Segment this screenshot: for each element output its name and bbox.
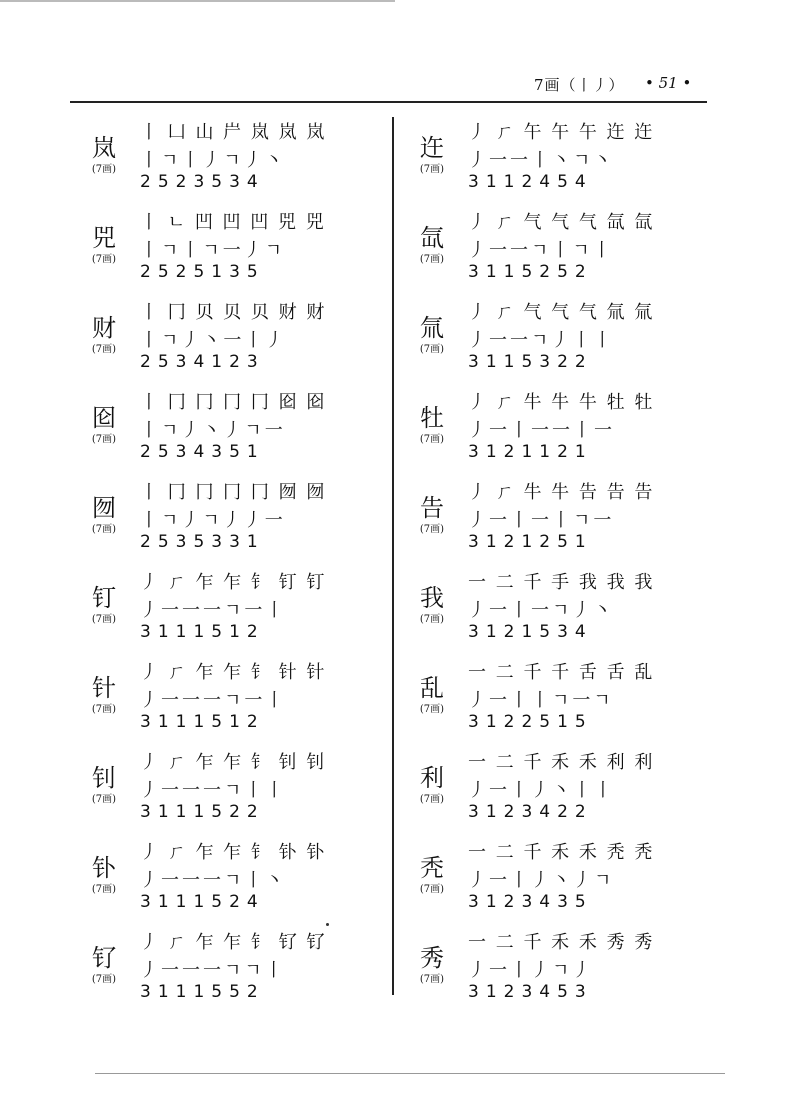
stroke-shapes: 丨ㄱ丨丿ㄱ丿丶 [140, 150, 286, 171]
stroke-codes: 3122515 [468, 712, 593, 732]
stroke-count-label: (7画) [419, 794, 445, 805]
stroke-count-label: (7画) [91, 524, 117, 535]
stroke-count-label: (7画) [91, 434, 117, 445]
dictionary-entry [80, 382, 400, 472]
stroke-codes: 3112454 [468, 172, 593, 192]
stroke-codes: 2525135 [140, 262, 265, 282]
stroke-count-label: (7画) [419, 704, 445, 715]
headword-character: 钊 [92, 764, 116, 792]
stroke-count-label: (7画) [91, 884, 117, 895]
stroke-count-label: (7画) [91, 614, 117, 625]
stroke-shapes: 丿一丨一ㄱ丿丶 [468, 600, 615, 621]
headword-character: 我 [420, 584, 444, 612]
stroke-codes: 3121251 [468, 532, 593, 552]
dictionary-entry [80, 922, 400, 1012]
column-divider [392, 117, 394, 995]
top-edge-rule [0, 0, 395, 2]
headword-block [408, 494, 456, 536]
right-column [408, 112, 728, 1012]
stroke-order-glyphs: 一 二 千 禾 禾 利 利 [468, 752, 655, 773]
headword-character: 秃 [420, 854, 444, 882]
headword-character: 乱 [420, 674, 444, 702]
stroke-order-glyphs: 丿 ㄏ 乍 乍 钅 针 针 [140, 662, 327, 683]
stroke-order-glyphs: 丨 ㄴ 凹 凹 凹 兕 兕 [140, 212, 326, 233]
dictionary-entry [408, 382, 728, 472]
stroke-order-glyphs: 丨 冂 贝 贝 贝 财 财 [140, 302, 327, 323]
stroke-count-label: (7画) [419, 614, 445, 625]
stroke-count-label: (7画) [419, 884, 445, 895]
headword-character: 岚 [92, 134, 116, 162]
headword-character: 利 [420, 764, 444, 792]
stroke-shapes: 丿一丨一丨ㄱ一 [468, 510, 615, 531]
stroke-shapes: 丨ㄱ丿丶一丨丿 [140, 330, 287, 351]
dictionary-entry [80, 112, 400, 202]
dictionary-entry [408, 292, 728, 382]
stroke-shapes: 丿一一一ㄱ丨丨 [140, 780, 287, 801]
headword-character: 氚 [420, 314, 444, 342]
headword-block [80, 584, 128, 626]
stroke-count-label: (7画) [91, 344, 117, 355]
stroke-codes: 3121534 [468, 622, 593, 642]
headword-block [408, 764, 456, 806]
dictionary-entry [408, 562, 728, 652]
headword-block [408, 854, 456, 896]
headword-block [80, 314, 128, 356]
headword-block [80, 494, 128, 536]
headword-block [80, 404, 128, 446]
headword-character: 财 [92, 314, 116, 342]
headword-block [80, 224, 128, 266]
stroke-codes: 3111552 [140, 982, 265, 1002]
stroke-codes: 3123435 [468, 892, 593, 912]
stroke-shapes: 丿一丨丿ㄱ丿 [468, 960, 594, 981]
dictionary-entry [408, 472, 728, 562]
dictionary-entry [80, 292, 400, 382]
stroke-codes: 3111524 [140, 892, 265, 912]
headword-block [80, 134, 128, 176]
dictionary-entry [80, 652, 400, 742]
stroke-shapes: 丨ㄱ丿ㄱ丿丿一 [140, 510, 286, 531]
dictionary-entry [408, 832, 728, 922]
stroke-codes: 2534351 [140, 442, 265, 462]
stroke-order-glyphs: 丿 ㄏ 乍 乍 钅 钌 钌 [140, 932, 327, 953]
stroke-count-label: (7画) [419, 344, 445, 355]
stroke-count-label: (7画) [91, 794, 117, 805]
headword-character: 囵 [92, 404, 116, 432]
stroke-count-label: (7画) [91, 254, 117, 265]
stroke-order-glyphs: 丨 冂 冂 冂 冂 囵 囵 [140, 392, 327, 413]
dictionary-entry [80, 832, 400, 922]
stray-mark [326, 923, 329, 926]
stroke-codes: 3115322 [468, 352, 593, 372]
headword-block [80, 764, 128, 806]
stroke-order-glyphs: 丨 冂 冂 冂 冂 囫 囫 [140, 482, 327, 503]
stroke-order-glyphs: 丨 凵 山 屵 岚 岚 岚 [140, 122, 327, 143]
stroke-order-glyphs: 丿 ㄏ 牛 牛 牛 牡 牡 [468, 392, 655, 413]
stroke-shapes: 丿一一一ㄱ一丨 [140, 600, 287, 621]
stroke-codes: 3123453 [468, 982, 593, 1002]
headword-block [80, 854, 128, 896]
stroke-codes: 3121121 [468, 442, 593, 462]
page-number: • 51 • [645, 74, 692, 92]
page-header [70, 72, 707, 102]
dictionary-entry [408, 742, 728, 832]
stroke-count-label: (7画) [91, 974, 117, 985]
stroke-order-glyphs: 丿 ㄏ 牛 牛 告 告 告 [468, 482, 655, 503]
headword-character: 钋 [92, 854, 116, 882]
stroke-codes: 3111522 [140, 802, 265, 822]
stroke-count-label: (7画) [91, 704, 117, 715]
headword-block [408, 404, 456, 446]
stroke-shapes: 丨ㄱ丿丶丿ㄱ一 [140, 420, 286, 441]
stroke-codes: 2523534 [140, 172, 265, 192]
headword-block [408, 944, 456, 986]
stroke-shapes: 丿一一一ㄱ一丨 [140, 690, 287, 711]
headword-block [80, 944, 128, 986]
stroke-count-label: (7画) [419, 164, 445, 175]
stroke-shapes: 丿一一一ㄱ丨丶 [140, 870, 287, 891]
stroke-shapes: 丿一一丨丶ㄱ丶 [468, 150, 615, 171]
stroke-shapes: 丿一丨丿丶丨丨 [468, 780, 615, 801]
stroke-codes: 3123422 [468, 802, 593, 822]
headword-block [408, 314, 456, 356]
stroke-order-glyphs: 丿 ㄏ 乍 乍 钅 钊 钊 [140, 752, 327, 773]
headword-block [80, 674, 128, 716]
header-rule [70, 101, 707, 103]
dictionary-entry [408, 112, 728, 202]
headword-character: 告 [420, 494, 444, 522]
stroke-order-glyphs: 丿 ㄏ 乍 乍 钅 钉 钉 [140, 572, 327, 593]
stroke-count-label: (7画) [419, 524, 445, 535]
dictionary-entry [408, 202, 728, 292]
left-column [80, 112, 400, 1012]
headword-block [408, 134, 456, 176]
stroke-order-glyphs: 一 二 千 手 我 我 我 [468, 572, 655, 593]
dictionary-entry [80, 562, 400, 652]
bottom-rule [95, 1073, 725, 1074]
stroke-count-label: (7画) [91, 164, 117, 175]
stroke-shapes: 丿一丨丨ㄱ一ㄱ [468, 690, 614, 711]
section-label: 7画（丨丿） [534, 76, 625, 94]
stroke-shapes: 丨ㄱ丨ㄱ一丿ㄱ [140, 240, 286, 261]
stroke-count-label: (7画) [419, 254, 445, 265]
headword-block [408, 584, 456, 626]
headword-block [408, 674, 456, 716]
stroke-order-glyphs: 一 二 千 禾 禾 秀 秀 [468, 932, 655, 953]
stroke-order-glyphs: 丿 ㄏ 乍 乍 钅 钋 钋 [140, 842, 327, 863]
stroke-shapes: 丿一一ㄱ丨ㄱ丨 [468, 240, 614, 261]
headword-character: 钉 [92, 584, 116, 612]
headword-character: 针 [92, 674, 116, 702]
stroke-codes: 2534123 [140, 352, 265, 372]
headword-block [408, 224, 456, 266]
stroke-codes: 3115252 [468, 262, 593, 282]
stroke-order-glyphs: 丿 ㄏ 气 气 气 氙 氙 [468, 212, 655, 233]
stroke-codes: 2535331 [140, 532, 265, 552]
dictionary-entry [80, 742, 400, 832]
dictionary-entry [408, 922, 728, 1012]
stroke-order-glyphs: 一 二 千 禾 禾 秃 秃 [468, 842, 655, 863]
stroke-order-glyphs: 丿 ㄏ 午 午 午 迕 迕 [468, 122, 655, 143]
stroke-shapes: 丿一丨一一丨一 [468, 420, 615, 441]
headword-character: 牡 [420, 404, 444, 432]
stroke-order-glyphs: 丿 ㄏ 气 气 气 氚 氚 [468, 302, 655, 323]
stroke-codes: 3111512 [140, 712, 265, 732]
headword-character: 迕 [420, 134, 444, 162]
stroke-count-label: (7画) [419, 974, 445, 985]
stroke-codes: 3111512 [140, 622, 265, 642]
headword-character: 秀 [420, 944, 444, 972]
stroke-order-glyphs: 一 二 千 千 舌 舌 乱 [468, 662, 655, 683]
headword-character: 囫 [92, 494, 116, 522]
stroke-count-label: (7画) [419, 434, 445, 445]
stroke-shapes: 丿一丨丿丶丿ㄱ [468, 870, 615, 891]
dictionary-entry [80, 472, 400, 562]
headword-character: 氙 [420, 224, 444, 252]
dictionary-entry [408, 652, 728, 742]
stroke-shapes: 丿一一ㄱ丿丨丨 [468, 330, 615, 351]
dictionary-entry [80, 202, 400, 292]
stroke-shapes: 丿一一一ㄱㄱ丨 [140, 960, 286, 981]
headword-character: 钌 [92, 944, 116, 972]
headword-character: 兕 [92, 224, 116, 252]
